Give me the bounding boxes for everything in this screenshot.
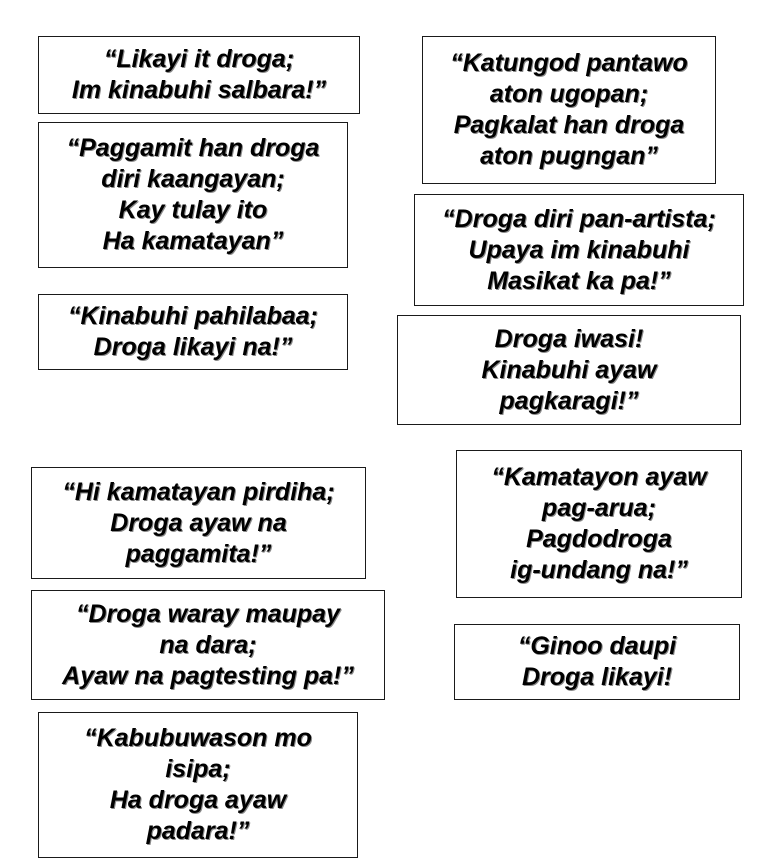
- slogan-line: Kinabuhi ayaw: [481, 355, 657, 384]
- slogan-line: Ha droga ayaw: [109, 786, 287, 814]
- slogan-box-hi-kamatayan-pirdiha: [31, 467, 366, 579]
- slogan-line: pagkaragi!”: [499, 386, 639, 415]
- slogan-box-droga-diri-pan-artista: [414, 194, 744, 306]
- slogan-line: “Paggamit han droga: [66, 134, 320, 162]
- slogan-line: ig-undang na!”: [510, 556, 688, 584]
- slogan-box-kabubuwason-mo: [38, 712, 358, 858]
- slogan-line: Ayaw na pagtesting pa!”: [62, 661, 354, 690]
- slogan-line: “Likayi it droga;: [103, 45, 295, 73]
- slogan-line: na dara;: [159, 630, 257, 659]
- slogan-line: “Kinabuhi pahilabaa;: [67, 302, 319, 330]
- slogan-line: “Hi kamatayan pirdiha;: [62, 477, 335, 506]
- slogan-box-droga-waray-maupay: [31, 590, 385, 700]
- slogan-line: “Droga waray maupay: [76, 599, 340, 628]
- slogan-line: “Droga diri pan-artista;: [442, 204, 716, 233]
- slogan-line: isipa;: [165, 755, 231, 783]
- slogan-line: Ha kamatayan”: [102, 227, 284, 255]
- slogan-box-ginoo-daupi: [454, 624, 740, 700]
- slogan-box-katungod-pantawo: [422, 36, 716, 184]
- slogan-line: Upaya im kinabuhi: [468, 235, 690, 264]
- slogan-line: Droga ayaw na: [110, 508, 287, 537]
- slogan-box-droga-iwasi: [397, 315, 741, 425]
- slogan-line: diri kaangayan;: [101, 165, 285, 193]
- slogan-line: aton pugngan”: [480, 142, 658, 170]
- slogan-line: “Ginoo daupi: [517, 632, 677, 660]
- slogan-line: aton ugopan;: [489, 80, 649, 108]
- slogan-line: Im kinabuhi salbara!”: [71, 76, 327, 104]
- slogan-line: Pagdodroga: [526, 525, 672, 553]
- slogan-line: padara!”: [146, 817, 250, 845]
- slogan-box-kinabuhi-pahilabaa: [38, 294, 348, 370]
- slogan-line: “Kamatayon ayaw: [491, 463, 707, 491]
- slogan-line: pag-arua;: [542, 494, 656, 522]
- slogan-box-likayi-it-droga: [38, 36, 360, 114]
- slogan-line: “Katungod pantawo: [450, 49, 688, 77]
- slogan-box-kamatayon-ayaw: [456, 450, 742, 598]
- slogan-box-paggamit-han-droga: [38, 122, 348, 268]
- slogan-line: Droga likayi!: [521, 663, 673, 691]
- slogan-line: “Kabubuwason mo: [84, 724, 312, 752]
- slogan-line: paggamita!”: [125, 539, 272, 568]
- slogan-line: Kay tulay ito: [118, 196, 268, 224]
- slogan-line: Pagkalat han droga: [453, 111, 685, 139]
- slogan-line: Masikat ka pa!”: [487, 266, 671, 295]
- slogan-line: Droga iwasi!: [494, 324, 644, 353]
- slogan-line: Droga likayi na!”: [93, 333, 293, 361]
